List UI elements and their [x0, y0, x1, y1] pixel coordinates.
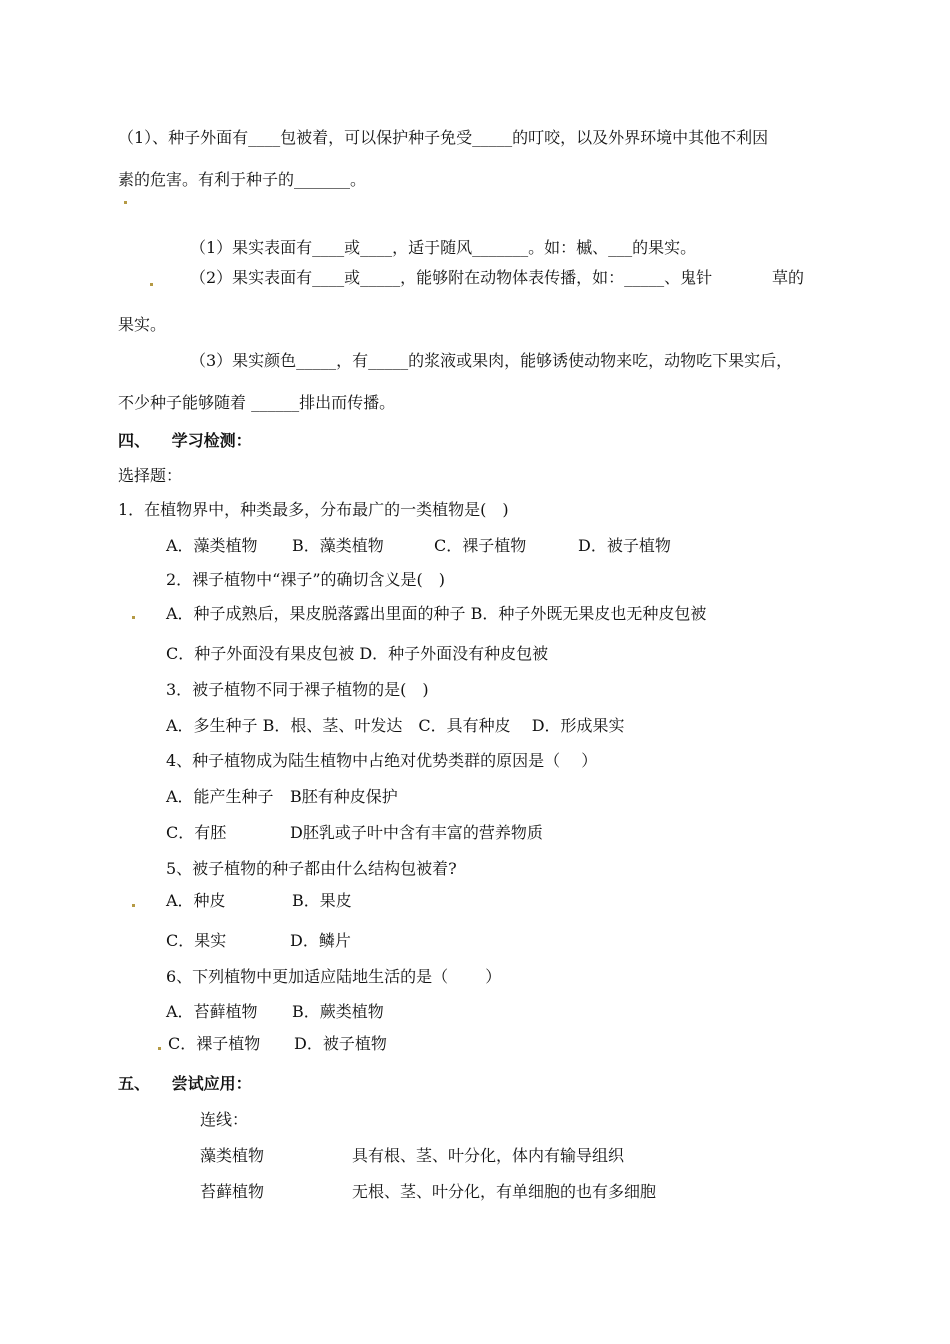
q2-options-ab: A．种子成熟后，果皮脱落露出里面的种子 B．种子外既无果皮也无种皮包被 — [166, 604, 707, 623]
match-desc-1: 具有根、茎、叶分化，体内有输导组织 — [352, 1146, 625, 1165]
question-2: 2．裸子植物中“裸子”的确切含义是( ) — [166, 570, 446, 589]
section4-heading — [118, 430, 252, 452]
question-5: 5、被子植物的种子都由什么结构包被着? — [166, 859, 457, 878]
section5-number: 五、 — [118, 1074, 151, 1093]
section5-title: 尝试应用： — [171, 1074, 252, 1093]
question-3: 3．被子植物不同于裸子植物的是( ) — [166, 680, 429, 699]
question-6: 6、下列植物中更加适应陆地生活的是（ ） — [166, 967, 502, 986]
q1-option-b: B．藻类植物 — [292, 536, 384, 555]
fruit-p1: （1）果实表面有____或____，适于随风_______。如：槭、___的果实。 — [190, 238, 697, 257]
stray-dot — [124, 201, 127, 204]
seed-line-2: 素的危害。有利于种子的_______。 — [118, 170, 367, 189]
q4-option-a: A．能产生种子 — [166, 787, 274, 806]
q5-option-c: C．果实 — [166, 931, 227, 950]
q4-option-d: D胚乳或子叶中含有丰富的营养物质 — [290, 823, 543, 842]
section5-heading — [118, 1073, 252, 1095]
q6-option-d: D．被子植物 — [294, 1034, 387, 1053]
fruit-p2a: （2）果实表面有____或_____，能够附在动物体表传播，如：_____、鬼针 — [190, 268, 713, 287]
stray-dot — [132, 904, 135, 907]
section5-subheading: 连线： — [200, 1110, 249, 1129]
q3-options: A．多生种子 B．根、茎、叶发达 C．具有种皮 D．形成果实 — [166, 716, 625, 735]
section4-title: 学习检测： — [171, 431, 252, 450]
fruit-p3a: （3）果实颜色_____，有_____的浆液或果肉，能够诱使动物来吃，动物吃下果实后， — [190, 351, 793, 370]
q1-option-d: D．被子植物 — [578, 536, 671, 555]
stray-dot — [150, 283, 153, 286]
fruit-p2c: 果实。 — [118, 315, 167, 334]
q2-options-cd: C．种子外面没有果皮包被 D．种子外面没有种皮包被 — [166, 644, 549, 663]
seed-line-1: （1）、种子外面有____包被着，可以保护种子免受_____的叮咬，以及外界环境中其他不利因 — [118, 128, 769, 147]
q6-option-a: A．苔藓植物 — [166, 1002, 258, 1021]
q5-option-d: D．鳞片 — [290, 931, 351, 950]
fruit-p2b: 草的 — [772, 268, 805, 287]
stray-dot — [158, 1047, 161, 1050]
q5-option-b: B．果皮 — [292, 891, 352, 910]
section4-number: 四、 — [118, 431, 151, 450]
stray-dot — [132, 616, 135, 619]
q1-option-c: C．裸子植物 — [434, 536, 527, 555]
question-4: 4、种子植物成为陆生植物中占绝对优势类群的原因是（ ） — [166, 751, 598, 770]
q4-option-c: C．有胚 — [166, 823, 227, 842]
question-1: 1．在植物界中，种类最多，分布最广的一类植物是( ) — [118, 500, 509, 519]
section4-subheading: 选择题： — [118, 466, 183, 485]
q6-option-b: B．蕨类植物 — [292, 1002, 384, 1021]
q6-option-c: C．裸子植物 — [168, 1034, 261, 1053]
q5-option-a: A．种皮 — [166, 891, 226, 910]
q4-option-b: B胚有种皮保护 — [290, 787, 398, 806]
fruit-p3b: 不少种子能够随着 ______排出而传播。 — [118, 393, 396, 412]
match-plant-1: 藻类植物 — [200, 1146, 265, 1165]
q1-option-a: A．藻类植物 — [166, 536, 258, 555]
match-plant-2: 苔藓植物 — [200, 1182, 265, 1201]
match-desc-2: 无根、茎、叶分化，有单细胞的也有多细胞 — [352, 1182, 657, 1201]
